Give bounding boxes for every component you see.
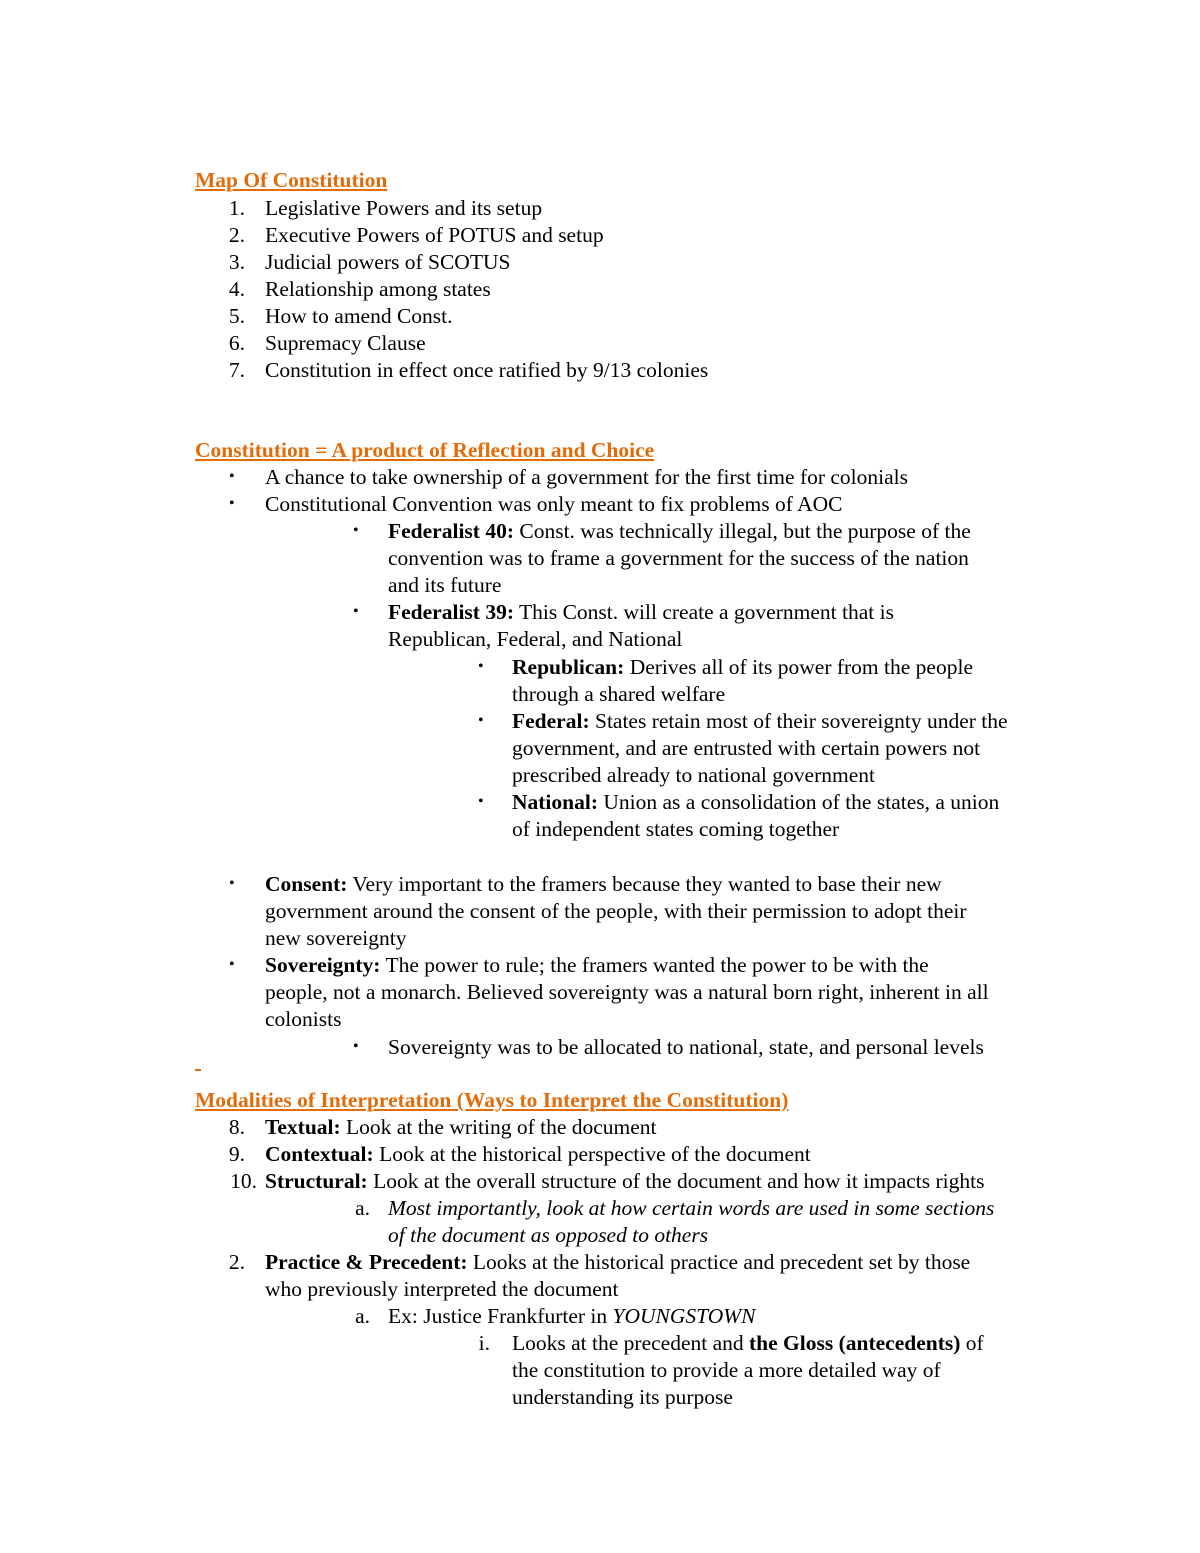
federal-label: Federal:	[512, 709, 590, 733]
gloss-text: understanding its purpose	[512, 1385, 733, 1409]
federalist-40-text: convention was to frame a government for the success of the nation	[388, 546, 969, 570]
sovereignty-text: people, not a monarch. Believed sovereignty was a natural born right, inherent in all	[265, 980, 989, 1004]
list-marker: 6.	[228, 331, 245, 355]
republican-line	[512, 654, 973, 681]
federal-text: government, and are entrusted with certain powers not	[512, 736, 981, 760]
federalist-40-text: and its future	[388, 573, 502, 597]
federalist-39-text: Republican, Federal, and National	[388, 627, 683, 651]
federalist-39-label: Federalist 39:	[388, 600, 514, 624]
national-label: National:	[512, 790, 598, 814]
textual-label: Textual:	[265, 1115, 341, 1139]
federalist-40-label: Federalist 40:	[388, 519, 514, 543]
gloss-line	[512, 1330, 984, 1357]
consent-text: Very important to the framers because they wanted to base their new	[347, 872, 942, 896]
bullet-text: Constitutional Convention was only meant to fix problems of AOC	[265, 492, 843, 516]
bullet-icon: •	[478, 712, 484, 729]
list-item-text: Judicial powers of SCOTUS	[265, 250, 511, 274]
bullet-icon: •	[229, 495, 235, 512]
list-item-text: Supremacy Clause	[265, 331, 426, 355]
practice-line	[265, 1249, 970, 1276]
case-name: YOUNGSTOWN	[612, 1304, 756, 1328]
gloss-text: the constitution to provide a more detailed way of	[512, 1358, 941, 1382]
list-marker: 2.	[228, 223, 245, 247]
consent-text: new sovereignty	[265, 926, 407, 950]
federal-text: prescribed already to national government	[512, 763, 875, 787]
list-item-text: How to amend Const.	[265, 304, 453, 328]
list-item-text: Constitution in effect once ratified by 9/13 colonies	[265, 358, 709, 382]
contextual-label: Contextual:	[265, 1142, 374, 1166]
example-line	[388, 1303, 756, 1330]
federalist-40-line	[388, 518, 971, 545]
consent-text: government around the consent of the people, with their permission to adopt their	[265, 899, 967, 923]
list-marker: 1.	[228, 196, 245, 220]
national-text: Union as a consolidation of the states, a union	[598, 790, 1000, 814]
structural-note-text: of the document as opposed to others	[388, 1223, 709, 1247]
consent-line	[265, 871, 942, 898]
gloss-text: Looks at the precedent and	[512, 1331, 750, 1355]
list-marker: 3.	[228, 250, 245, 274]
stray-underline-mark	[195, 1069, 201, 1071]
bullet-icon: •	[478, 793, 484, 810]
textual-text: Look at the writing of the document	[340, 1115, 657, 1139]
gloss-text: of	[960, 1331, 984, 1355]
list-item-text: Executive Powers of POTUS and setup	[265, 223, 604, 247]
federalist-39-line	[388, 599, 894, 626]
section-heading-map-of-constitution: Map Of Constitution	[195, 168, 388, 192]
list-item-text: Relationship among states	[265, 277, 491, 301]
federalist-40-text: Const. was technically illegal, but the purpose of the	[513, 519, 971, 543]
bullet-icon: •	[353, 522, 359, 539]
federal-line	[512, 708, 1008, 735]
example-text: Ex: Justice Frankfurter in	[388, 1304, 613, 1328]
list-marker: a.	[355, 1196, 370, 1220]
structural-note-text: Most importantly, look at how certain words are used in some sections	[388, 1196, 995, 1220]
contextual-line	[265, 1141, 811, 1168]
list-marker: 2.	[228, 1250, 245, 1274]
sovereignty-line	[265, 952, 929, 979]
sovereignty-allocation-text: Sovereignty was to be allocated to national, state, and personal levels	[388, 1035, 984, 1059]
practice-label: Practice & Precedent:	[265, 1250, 468, 1274]
structural-label: Structural:	[265, 1169, 368, 1193]
list-marker: 4.	[228, 277, 245, 301]
bullet-icon: •	[229, 875, 235, 892]
consent-label: Consent:	[265, 872, 348, 896]
national-text: of independent states coming together	[512, 817, 840, 841]
list-item-text: Legislative Powers and its setup	[265, 196, 543, 220]
bullet-icon: •	[353, 1038, 359, 1055]
practice-text: who previously interpreted the document	[265, 1277, 619, 1301]
section-heading-reflection-and-choice: Constitution = A product of Reflection and Choice	[195, 438, 655, 462]
textual-line	[265, 1114, 657, 1141]
structural-text: Look at the overall structure of the document and how it impacts rights	[367, 1169, 985, 1193]
bullet-icon: •	[229, 956, 235, 973]
federal-text: States retain most of their sovereignty under the	[589, 709, 1008, 733]
sovereignty-text: colonists	[265, 1007, 342, 1031]
bullet-icon: •	[353, 603, 359, 620]
bullet-icon: •	[229, 468, 235, 485]
contextual-text: Look at the historical perspective of the document	[373, 1142, 811, 1166]
practice-text: Looks at the historical practice and precedent set by those	[467, 1250, 971, 1274]
sovereignty-label: Sovereignty:	[265, 953, 381, 977]
section-heading-modalities: Modalities of Interpretation (Ways to Interpret the Constitution)	[195, 1088, 789, 1112]
list-marker: a.	[355, 1304, 370, 1328]
national-line	[512, 789, 999, 816]
sovereignty-text: The power to rule; the framers wanted the power to be with the	[380, 953, 929, 977]
list-marker: 7.	[228, 358, 245, 382]
gloss-bold-text: the Gloss (antecedents)	[749, 1331, 961, 1355]
list-marker: i.	[478, 1331, 490, 1355]
structural-line	[265, 1168, 984, 1195]
republican-label: Republican:	[512, 655, 625, 679]
republican-text: through a shared welfare	[512, 682, 726, 706]
bullet-icon: •	[478, 658, 484, 675]
list-marker: 5.	[228, 304, 245, 328]
list-marker: 8.	[228, 1115, 245, 1139]
list-marker: 9.	[228, 1142, 245, 1166]
list-marker: 10.	[230, 1169, 257, 1193]
republican-text: Derives all of its power from the people	[624, 655, 973, 679]
federalist-39-text: This Const. will create a government that is	[513, 600, 894, 624]
bullet-text: A chance to take ownership of a government for the first time for colonials	[265, 465, 909, 489]
